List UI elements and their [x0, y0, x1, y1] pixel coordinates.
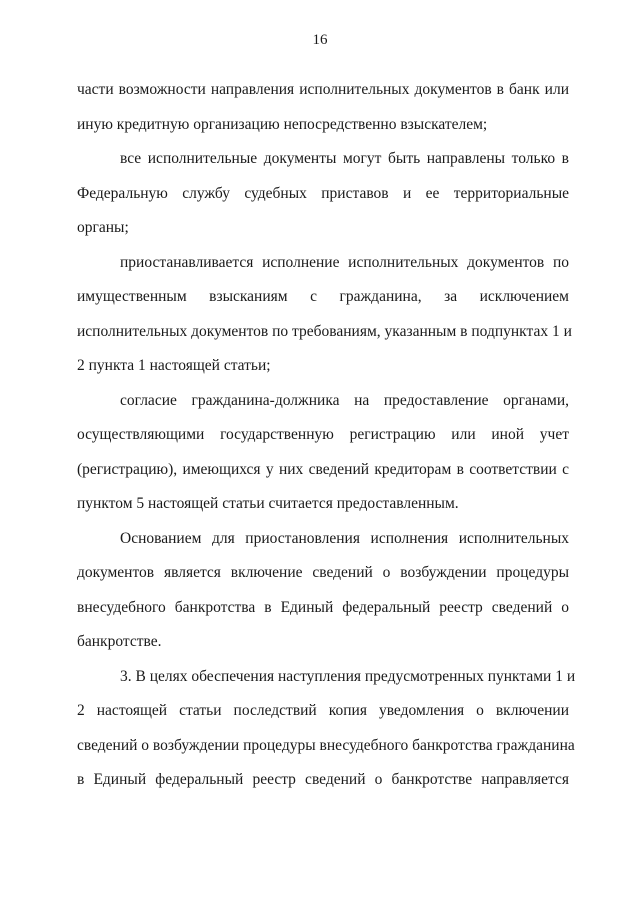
- text-line: согласие гражданина-должника на предоставление органами,: [120, 391, 569, 409]
- paragraph: [77, 384, 569, 522]
- text-line: банкротстве.: [77, 633, 162, 650]
- paragraph: [77, 142, 569, 246]
- paragraph-continuation: [77, 73, 569, 142]
- text-line: иную кредитную организацию непосредственно взыскателем;: [77, 115, 488, 133]
- text-line: органы;: [77, 219, 129, 236]
- document-body: [77, 73, 576, 798]
- text-line: все исполнительные документы могут быть направлены только в: [120, 150, 569, 167]
- paragraph: [77, 660, 576, 798]
- text-line: Федеральную службу судебных приставов и ее территориальные: [77, 184, 569, 202]
- text-line: 3. В целях обеспечения наступления предусмотренных пунктами 1 и: [120, 667, 576, 685]
- text-line: исполнительных документов по требованиям, указанным в подпунктах 1 и: [77, 322, 572, 340]
- text-line: (регистрацию), имеющихся у них сведений кредиторам в соответствии с: [77, 460, 569, 478]
- text-line: 2 настоящей статьи последствий копия уведомления о включении: [77, 702, 569, 719]
- paragraph: [77, 246, 572, 384]
- text-line: приостанавливается исполнение исполнительных документов по: [120, 253, 569, 271]
- text-line: 2 пункта 1 настоящей статьи;: [77, 357, 271, 374]
- text-line: имущественным взысканиям с гражданина, за исключением: [77, 288, 569, 305]
- text-line: документов является включение сведений о возбуждении процедуры: [77, 564, 569, 581]
- text-line: осуществляющими государственную регистрацию или иной учет: [77, 426, 569, 443]
- page-number: 16: [312, 32, 328, 48]
- paragraph: [77, 522, 569, 660]
- text-line: внесудебного банкротства в Единый федеральный реестр сведений о: [77, 598, 569, 616]
- text-line: части возможности направления исполнительных документов в банк или: [77, 81, 569, 98]
- text-line: Основанием для приостановления исполнения исполнительных: [120, 529, 569, 547]
- text-line: пунктом 5 настоящей статьи считается предоставленным.: [77, 495, 459, 512]
- text-line: в Единый федеральный реестр сведений о банкротстве направляется: [77, 771, 569, 788]
- text-line: сведений о возбуждении процедуры внесудебного банкротства гражданина: [77, 736, 575, 754]
